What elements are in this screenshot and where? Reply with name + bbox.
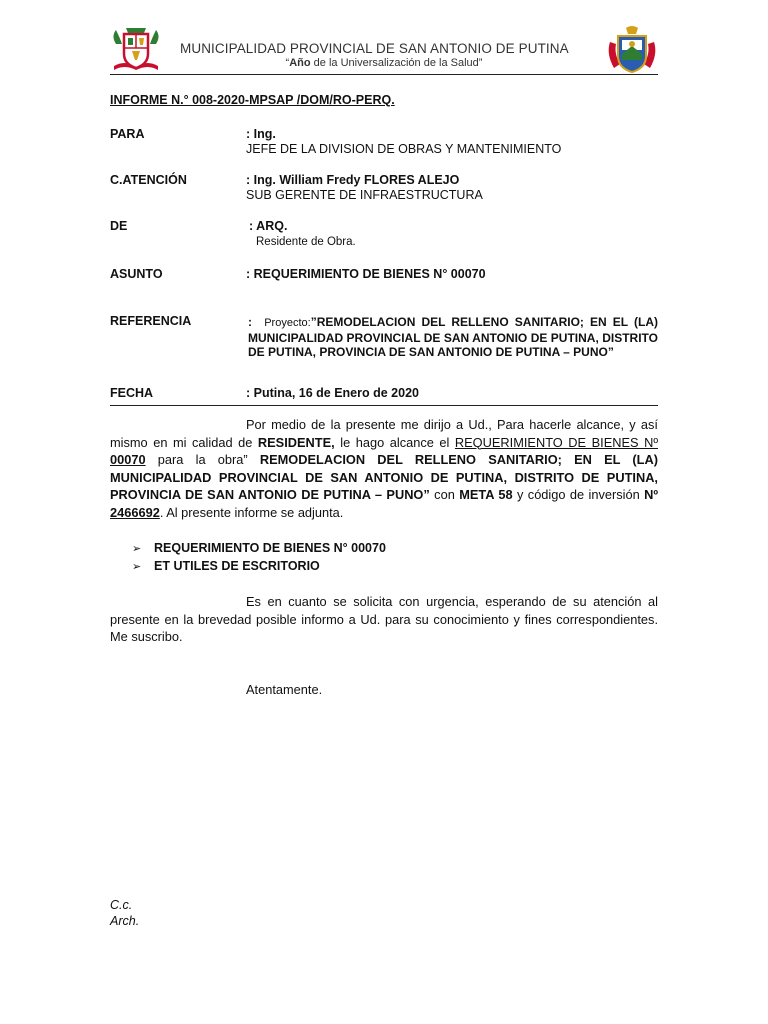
atencion-value: : Ing. William Fredy FLORES ALEJO bbox=[246, 173, 460, 187]
fecha-value: : Putina, 16 de Enero de 2020 bbox=[246, 386, 419, 400]
para-label: PARA bbox=[110, 127, 145, 141]
closing-paragraph: Es en cuanto se solicita con urgencia, esperando de su atención al presente en la brevedad posible informo a Ud. para su conocimiento y fines correspondientes. Me suscribo. bbox=[110, 594, 658, 644]
sign-off: Atentamente. bbox=[246, 682, 323, 697]
body-paragraph: Por medio de la presente me dirijo a Ud., Para hacerle alcance, y así mismo en mi calidad de RESIDENTE, le hago alcance el REQUERIMIENTO DE BIENES Nº 00070 para la obra” REMODELACION DEL RELLENO SANITARIO; EN EL (LA) MUNICIPALIDAD PROVINCIAL DE SAN ANTONIO DE PUTINA, DISTRITO DE PUTINA, PROVINCIA DE SAN ANTONIO DE PUTINA – PUNO” con META 58 y código de inversión Nº 2466692. Al presente informe se adjunta. bbox=[110, 417, 659, 520]
year-motto: “Año de la Universalización de la Salud” bbox=[285, 57, 483, 69]
referencia-label: REFERENCIA bbox=[110, 314, 192, 328]
peru-coat-of-arms-logo bbox=[110, 26, 162, 72]
para-value: : Ing. bbox=[246, 127, 276, 141]
carbon-copy: C.c. Arch. bbox=[110, 898, 140, 928]
referencia-value: : Proyecto:”REMODELACION DEL RELLENO SANITARIO; EN EL (LA) MUNICIPALIDAD PROVINCIAL DE SAN ANTONIO DE PUTINA, DISTRITO DE PUTINA, PROVINCIA DE SAN ANTONIO DE PUTINA – PUNO” bbox=[248, 315, 658, 359]
list-item: ➢ ET UTILES DE ESCRITORIO bbox=[132, 559, 320, 573]
atencion-label: C.ATENCIÓN bbox=[110, 173, 187, 187]
fecha-label: FECHA bbox=[110, 386, 154, 400]
arrow-bullet-icon: ➢ bbox=[132, 561, 142, 573]
municipal-coat-of-arms-logo bbox=[606, 24, 658, 74]
arrow-bullet-icon: ➢ bbox=[132, 543, 142, 555]
de-label: DE bbox=[110, 219, 128, 233]
para-recipient: JEFE DE LA DIVISION DE OBRAS Y MANTENIMIENTO bbox=[246, 142, 562, 156]
list-item: ➢ REQUERIMIENTO DE BIENES N° 00070 bbox=[132, 541, 386, 555]
asunto-value: : REQUERIMIENTO DE BIENES N° 00070 bbox=[246, 267, 486, 281]
atencion-position: SUB GERENTE DE INFRAESTRUCTURA bbox=[246, 188, 483, 202]
municipality-title: MUNICIPALIDAD PROVINCIAL DE SAN ANTONIO DE PUTINA bbox=[180, 41, 569, 56]
header-divider bbox=[110, 74, 658, 75]
de-value: : ARQ. bbox=[249, 219, 288, 233]
report-number: INFORME N.° 008-2020-MPSAP /DOM/RO-PERQ. bbox=[110, 93, 395, 107]
de-position: Residente de Obra. bbox=[256, 236, 356, 248]
fecha-divider bbox=[110, 405, 658, 406]
asunto-label: ASUNTO bbox=[110, 267, 163, 281]
